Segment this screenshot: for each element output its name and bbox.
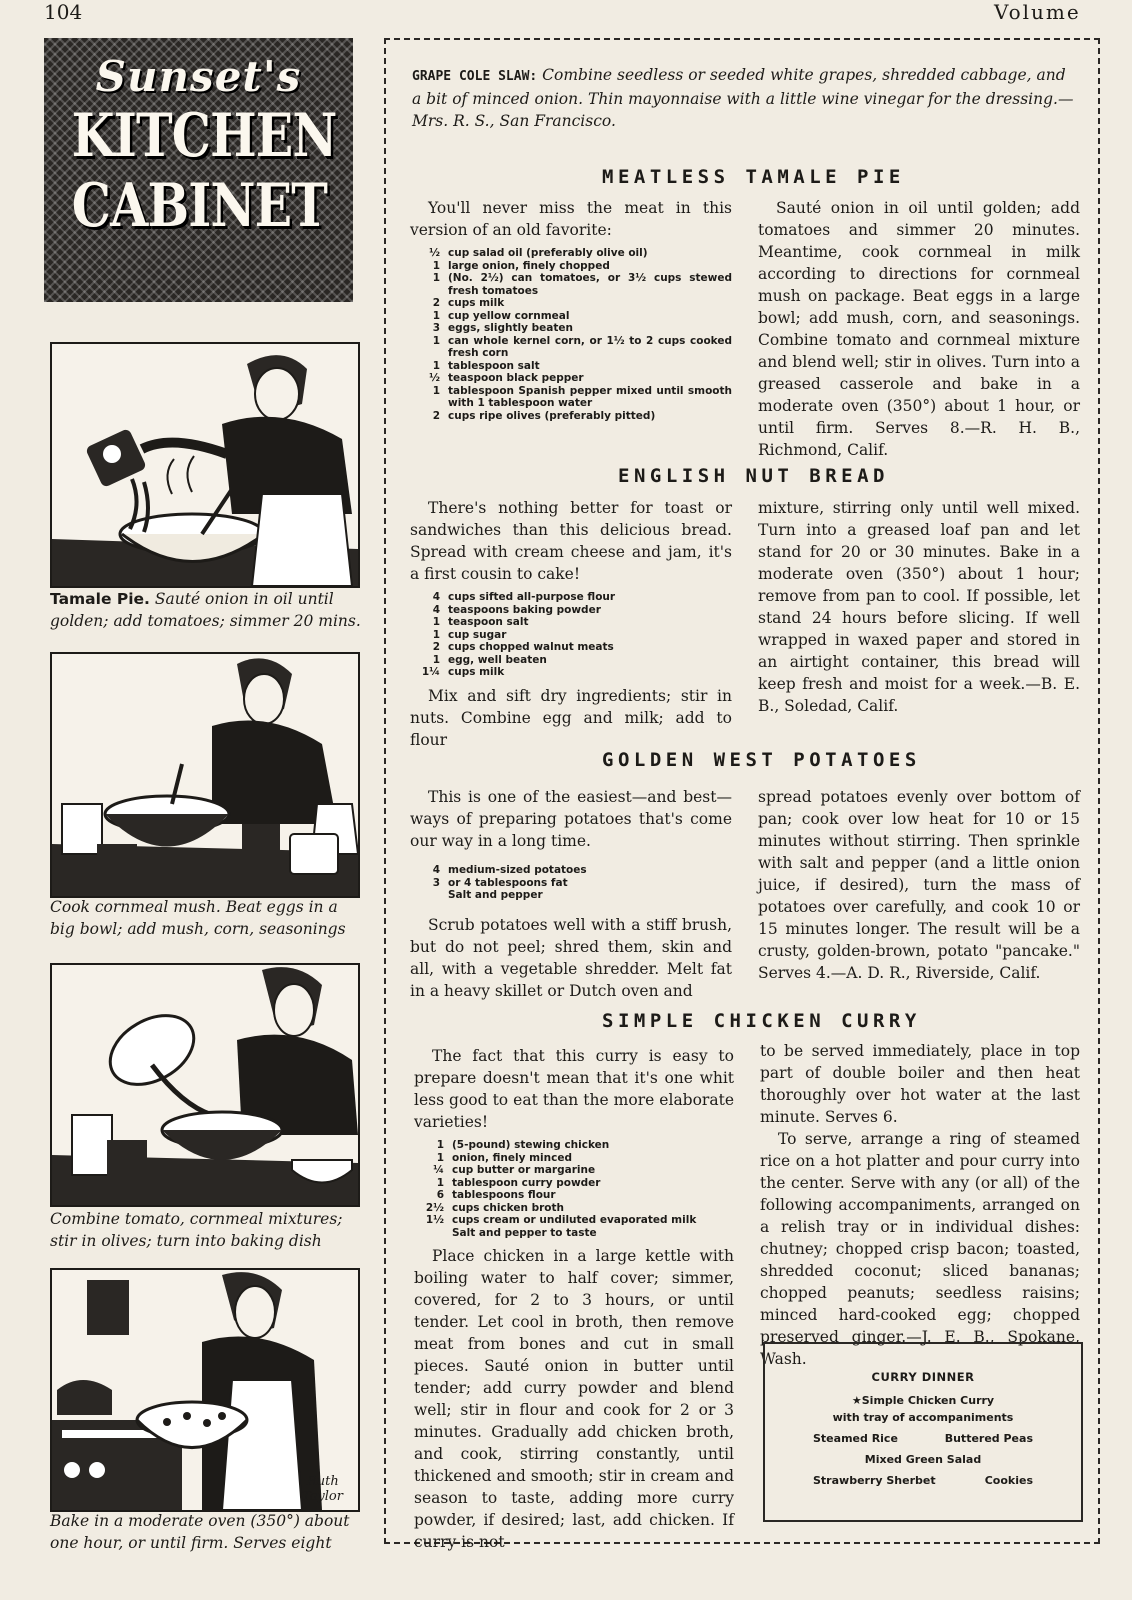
ingredient-quantity: 4	[432, 864, 440, 876]
ingredient-text: tablespoon Spanish pepper mixed until smooth with 1 tablespoon water	[448, 384, 732, 409]
tamale-ingredient	[410, 260, 732, 273]
potatoes-left-column	[410, 786, 732, 1002]
curry-ingredient	[414, 1164, 734, 1177]
frame-left-border	[384, 38, 386, 1544]
ingredient-quantity: 1	[432, 628, 440, 641]
woman-pouring-can-icon	[52, 344, 358, 586]
svg-text:Taylor: Taylor	[302, 1489, 343, 1504]
ingredient-quantity: ½	[429, 372, 440, 384]
running-head: Volume	[994, 0, 1081, 24]
ingredient-text: cups chicken broth	[452, 1201, 564, 1214]
ingredient-quantity: 1¼	[421, 666, 440, 678]
tamale-pie-intro: You'll never miss the meat in this version of an old favorite:	[410, 199, 732, 239]
page-number: 104	[44, 0, 83, 24]
ingredient-text: medium-sized potatoes	[448, 864, 587, 876]
bread-ingredient	[410, 591, 732, 604]
menu-item-cookies: Cookies	[984, 1474, 1033, 1487]
grape-cole-slaw	[412, 64, 1078, 132]
ingredient-quantity: ½	[429, 247, 440, 259]
tamale-ingredient	[410, 272, 732, 297]
curry-ingredient	[414, 1177, 734, 1190]
ingredient-text: can whole kernel corn, or 1½ to 2 cups cooked fresh corn	[448, 334, 732, 359]
banner-script: Sunset's	[95, 52, 302, 101]
bread-ingredient	[410, 666, 732, 679]
curry-left-column	[414, 1045, 734, 1553]
potatoes-method-a: Scrub potatoes well with a stiff brush, but do not peel; shred them, skin and all, with a vegetable shredder. Melt fat in a heavy skillet or Dutch oven and	[410, 915, 732, 1000]
potatoes-method-b: spread potatoes evenly over bottom of pan; cook over low heat for 10 or 15 minutes without stirring. Then sprinkle with salt and pepper (and a little onion juice, if desired), turn the mass of potatoes over carefully, and cook 10 or 15 minutes longer. The result will be a crusty, golden-brown, potato "pancake." Serves 4.—A. D. R., Riverside, Calif.	[758, 788, 1080, 982]
frame-right-border	[1098, 38, 1100, 1544]
tamale-pie-method: Sauté onion in oil until golden; add tomatoes and simmer 20 minutes. Meantime, cook cornmeal in milk according to directions for cornmeal mush on package. Beat eggs in a large bowl; add mush, corn, and seasonings. Combine tomato and cornmeal mixture and blend well; stir in olives. Turn into a greased casserole and bake in a moderate oven (350°) about 1 hour, or until firm. Serves 8.—R. H. B., Richmond, Calif.	[758, 199, 1080, 459]
curry-intro: The fact that this curry is easy to prepare doesn't mean that it's one whit less good to eat than the more elaborate varieties!	[414, 1047, 734, 1131]
ingredient-quantity: 1	[436, 1176, 444, 1189]
ingredient-text: teaspoons baking powder	[448, 603, 601, 616]
menu-row2	[765, 1474, 1081, 1487]
menu-item-buttered-peas: Buttered Peas	[944, 1432, 1033, 1445]
tamale-pie-title: MEATLESS TAMALE PIE	[602, 166, 905, 188]
banner-line2: CABINET	[71, 171, 328, 241]
caption-1-text: Sauté onion in oil until golden; add tomatoes; simmer 20 mins.	[50, 590, 361, 630]
ingredient-text: (No. 2½) can tomatoes, or 3½ cups stewed fresh tomatoes	[448, 272, 732, 297]
svg-text:Ruth: Ruth	[307, 1474, 339, 1489]
nut-bread-left-column	[410, 497, 732, 751]
tamale-ingredient	[410, 385, 732, 410]
curry-ingredient	[414, 1152, 734, 1165]
ingredient-quantity	[410, 889, 448, 902]
ingredient-quantity: 3	[432, 876, 440, 889]
ingredient-text: egg, well beaten	[448, 653, 547, 666]
ingredient-quantity: 1	[432, 653, 440, 666]
ingredient-text: or 4 tablespoons fat	[448, 876, 568, 889]
ingredient-text: cup sugar	[448, 628, 507, 641]
bread-ingredient	[410, 604, 732, 617]
ingredient-quantity: 2	[432, 297, 440, 309]
illustration-combining	[50, 963, 360, 1207]
potatoes-ingredients	[410, 864, 732, 902]
illustration-baking	[50, 1268, 360, 1512]
tamale-ingredient	[410, 335, 732, 360]
illustration-pouring	[50, 342, 360, 588]
potatoes-ingredient	[410, 889, 732, 902]
ingredient-quantity: 1	[436, 1139, 444, 1151]
menu-line1: ★Simple Chicken Curry	[851, 1394, 995, 1407]
caption-1-title: Tamale Pie.	[50, 590, 150, 608]
tamale-ingredient	[410, 297, 732, 310]
ingredient-text: cups sifted all-purpose flour	[448, 591, 616, 603]
ingredient-quantity: 2	[432, 409, 440, 422]
banner-line1: KITCHEN	[71, 101, 337, 171]
tamale-pie-ingredients	[410, 247, 732, 422]
ingredient-text: (5-pound) stewing chicken	[452, 1139, 610, 1151]
ingredient-quantity	[414, 1227, 452, 1240]
ingredient-quantity: ¼	[433, 1164, 444, 1176]
potatoes-title: GOLDEN WEST POTATOES	[602, 749, 921, 771]
potatoes-right-column	[758, 786, 1080, 984]
caption-4: Bake in a moderate oven (350°) about one hour, or until firm. Serves eight	[50, 1512, 350, 1552]
grape-cole-slaw-text: Combine seedless or seeded white grapes, shredded cabbage, and a bit of minced onion. Thin mayonnaise with a little wine vinegar for the dressing.—Mrs. R. S., San Francisco.	[412, 66, 1074, 130]
curry-ingredient	[414, 1139, 734, 1152]
kitchen-cabinet-banner	[44, 38, 353, 302]
ingredient-quantity: 3	[432, 322, 440, 334]
nut-bread-method-b: mixture, stirring only until well mixed. Turn into a greased loaf pan and let stand for 20 or 30 minutes. Bake in a moderate oven (350°) about 1 hour; remove from pan to cool. If possible, let stand 24 hours before slicing. If well wrapped in waxed paper and stored in an airtight container, this bread will keep fresh and moist for a week.—B. E. B., Soledad, Calif.	[758, 499, 1080, 715]
curry-ingredient	[414, 1202, 734, 1215]
tamale-ingredient	[410, 372, 732, 385]
ingredient-quantity: 1	[432, 616, 440, 628]
ingredient-text: onion, finely minced	[452, 1151, 572, 1164]
ingredient-quantity: 1	[432, 272, 440, 284]
menu-line2: with tray of accompaniments	[832, 1411, 1014, 1424]
ingredient-text: cups chopped walnut meats	[448, 641, 614, 653]
ingredient-quantity: 1½	[425, 1214, 444, 1226]
tamale-ingredient	[410, 322, 732, 335]
ingredient-text: cup salad oil (preferably olive oil)	[448, 247, 648, 259]
tamale-ingredient	[410, 360, 732, 373]
nut-bread-method-a: Mix and sift dry ingredients; stir in nuts. Combine egg and milk; add to flour	[410, 686, 732, 749]
curry-right-column	[760, 1040, 1080, 1370]
curry-ingredient	[414, 1189, 734, 1202]
ingredient-quantity: 1	[432, 334, 440, 347]
menu-item-steamed-rice: Steamed Rice	[813, 1432, 898, 1445]
ingredient-quantity: 1	[432, 259, 440, 272]
ingredient-text: Salt and pepper to taste	[452, 1226, 597, 1239]
ingredient-quantity: 4	[432, 591, 440, 603]
ingredient-text: teaspoon salt	[448, 616, 529, 628]
curry-title: SIMPLE CHICKEN CURRY	[602, 1010, 921, 1032]
curry-method-b: to be served immediately, place in top part of double boiler and then heat thoroughly over hot water at the last minute. Serves 6.	[760, 1042, 1080, 1126]
ingredient-text: cups milk	[448, 297, 505, 309]
illustration-mixing	[50, 652, 360, 898]
nut-bread-right-column	[758, 497, 1080, 717]
caption-1	[50, 588, 362, 632]
ingredient-text: large onion, finely chopped	[448, 259, 610, 272]
ingredient-quantity: 1	[432, 309, 440, 322]
bread-ingredient	[410, 616, 732, 629]
ingredient-text: cups ripe olives (preferably pitted)	[448, 409, 656, 422]
ingredient-text: eggs, slightly beaten	[448, 322, 573, 334]
caption-2: Cook cornmeal mush. Beat eggs in a big bowl; add mush, corn, seasonings	[50, 898, 346, 938]
grape-cole-slaw-title: GRAPE COLE SLAW:	[412, 69, 538, 84]
ingredient-text: cup yellow cornmeal	[448, 309, 570, 322]
curry-method-a: Place chicken in a large kettle with boiling water to half cover; simmer, covered, for 2 to 3 hours, or until tender. Let cool in broth, then remove meat from bones and cut in small pieces. Sauté onion in butter until tender; add curry powder and blend well; stir in flour and cook for 2 or 3 minutes. Gradually add chicken broth, and cook, stirring constantly, until thickened and smooth; stir in cream and season to taste, adding more curry powder, if desired; last, add chicken. If curry is not	[414, 1247, 734, 1551]
ingredient-text: cup butter or margarine	[452, 1164, 596, 1176]
nut-bread-title: ENGLISH NUT BREAD	[618, 465, 889, 487]
curry-ingredients	[414, 1139, 734, 1239]
woman-baking-icon	[52, 1270, 358, 1510]
curry-ingredient	[414, 1227, 734, 1240]
ingredient-quantity: 6	[436, 1189, 444, 1201]
frame-top-border	[384, 38, 1100, 40]
curry-dinner-menu	[763, 1342, 1083, 1522]
bread-ingredient	[410, 629, 732, 642]
tamale-pie-left-column	[410, 197, 732, 428]
nut-bread-intro: There's nothing better for toast or sandwiches than this delicious bread. Spread with cream cheese and jam, it's a first cousin to cake!	[410, 499, 732, 583]
bread-ingredient	[410, 654, 732, 667]
tamale-ingredient	[410, 247, 732, 260]
ingredient-text: tablespoon salt	[448, 359, 540, 372]
menu-title: CURRY DINNER	[871, 1370, 975, 1384]
tamale-pie-right-column	[758, 197, 1080, 461]
tamale-ingredient	[410, 410, 732, 423]
ingredient-text: tablespoon curry powder	[452, 1176, 601, 1189]
menu-item-strawberry-sherbet: Strawberry Sherbet	[813, 1474, 936, 1487]
ingredient-text: cups milk	[448, 666, 505, 678]
curry-method-c: To serve, arrange a ring of steamed rice on a hot platter and pour curry into the center. Serve with any (or all) of the following accompaniments, arranged on a relish tray or in individual dishes: chutney; chopped crisp bacon; toasted, shredded coconut; sliced bananas; chopped peanuts; seedless raisins; minced hard-cooked egg; chopped preserved ginger.—J. E. B., Spokane, Wash.	[760, 1130, 1080, 1368]
ingredient-quantity: 1	[436, 1151, 444, 1164]
ingredient-text: tablespoons flour	[452, 1189, 556, 1201]
caption-3: Combine tomato, cornmeal mixtures; stir in olives; turn into baking dish	[50, 1210, 343, 1250]
curry-ingredient	[414, 1214, 734, 1227]
menu-row1	[765, 1432, 1081, 1445]
ingredient-text: teaspoon black pepper	[448, 372, 584, 384]
woman-mixing-bowl-icon	[52, 654, 358, 896]
ingredient-quantity: 1	[432, 384, 440, 397]
menu-line3: Mixed Green Salad	[864, 1453, 982, 1466]
ingredient-text: Salt and pepper	[448, 889, 543, 901]
ingredient-quantity: 2½	[425, 1201, 444, 1214]
tamale-ingredient	[410, 310, 732, 323]
ingredient-text: cups cream or undiluted evaporated milk	[452, 1214, 697, 1226]
potatoes-intro: This is one of the easiest—and best—ways of preparing potatoes that's come our way in a long time.	[410, 788, 732, 850]
ingredient-quantity: 4	[432, 603, 440, 616]
ingredient-quantity: 1	[432, 359, 440, 372]
nut-bread-ingredients	[410, 591, 732, 679]
ingredient-quantity: 2	[432, 641, 440, 653]
potatoes-ingredient	[410, 864, 732, 877]
bread-ingredient	[410, 641, 732, 654]
potatoes-ingredient	[410, 877, 732, 890]
woman-combining-mixtures-icon	[52, 965, 358, 1205]
